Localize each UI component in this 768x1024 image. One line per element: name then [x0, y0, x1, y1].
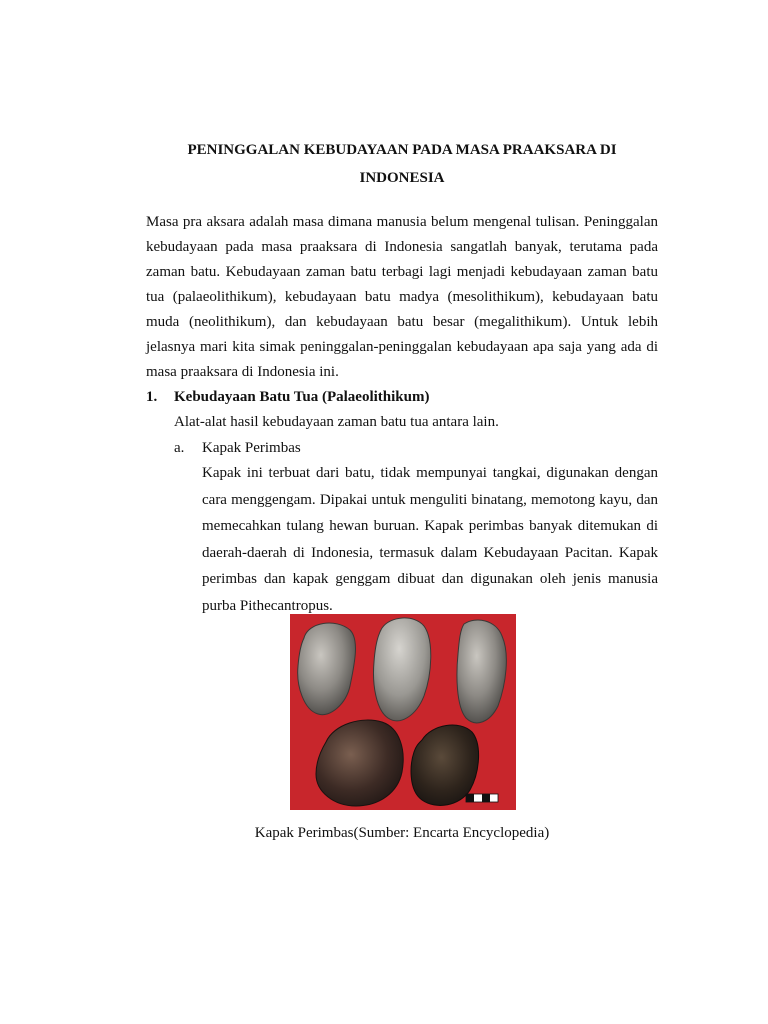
section-heading: [146, 386, 658, 408]
sub-heading-text: Kapak Perimbas: [202, 440, 301, 456]
section-lead: Alat-alat hasil kebudayaan zaman batu tua antara lain.: [174, 414, 499, 430]
figure-caption: Kapak Perimbas(Sumber: Encarta Encyclopedia): [254, 825, 550, 841]
sub-item-letter: a.: [174, 440, 185, 456]
sub-item-body: Kapak ini terbuat dari batu, tidak mempunyai tangkai, digunakan dengan cara menggengam. Dipakai untuk menguliti binatang, memotong kayu, dan memecahkan tulang hewan buruan. Kapak perimbas banyak ditemukan di daerah-daerah di Indonesia, termasuk dalam Kebudayaan Pacitan. Kapak perimbas dan kapak genggam dibuat dan digunakan oleh jenis manusia purba Pithecantropus.: [202, 465, 658, 614]
scale-bar: [466, 794, 498, 802]
section-number: 1.: [146, 389, 158, 405]
section-heading-text: Kebudayaan Batu Tua (Palaeolithikum): [174, 389, 430, 405]
page-title: PENINGGALAN KEBUDAYAAN PADA MASA PRAAKSARA DI INDONESIA: [187, 142, 617, 186]
intro-paragraph: Masa pra aksara adalah masa dimana manusia belum mengenal tulisan. Peninggalan kebudayaan pada masa praaksara di Indonesia sangatlah banyak, terutama pada zaman batu. Kebudayaan zaman batu terbagi lagi menjadi kebudayaan zaman batu tua (palaeolithikum), kebudayaan batu madya (mesolithikum), kebudayaan batu muda (neolithikum), dan kebudayaan batu besar (megalithikum). Untuk lebih jelasnya mari kita simak peninggalan-peninggalan kebudayaan apa saja yang ada di masa praaksara di Indonesia ini.: [146, 214, 658, 380]
stone-tools-photo: [290, 614, 516, 810]
sub-heading: [174, 437, 658, 459]
